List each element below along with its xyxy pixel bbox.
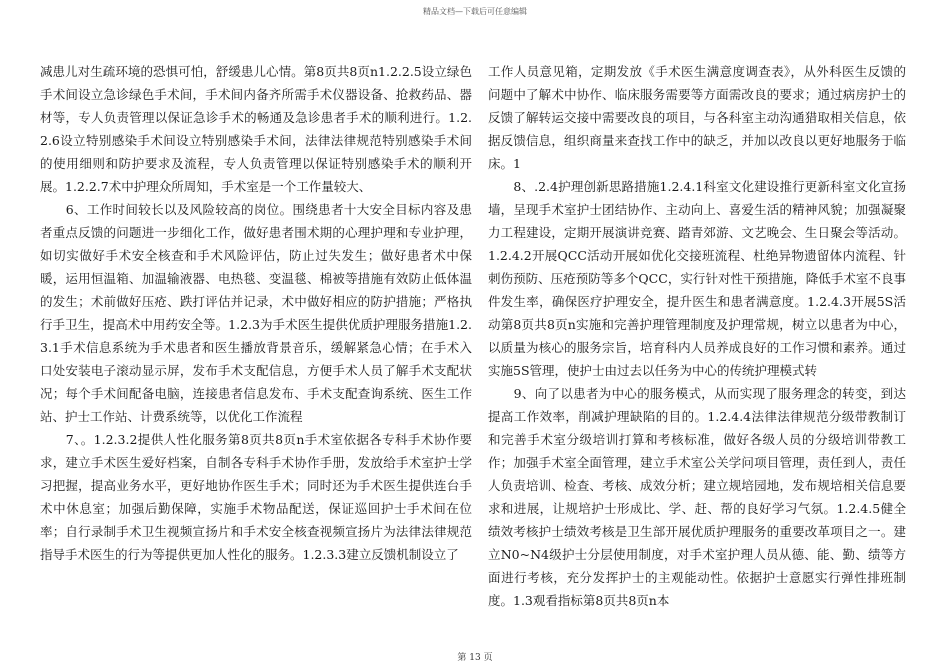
paragraph: 7、。1.2.3.2提供人性化服务第8页共8页n手术室依据各专科手术协作要求，建立手术医生爱好档案，自制各专科手术协作手册，发放给手术室护士学习把握，提高业务水平，更好地协作医生手术；同时还为手术医生提供连台手术中休息室；加强后勤保障，实施手术物品配送，保证巡回护士手术间在位率；自行录制手术卫生视频宣扬片和手术安全核查视频宣扬片为法律法律规范指导手术医生的行为等提供更加人性化的服务。1.2.3.3建立反馈机制设立了 — [40, 432, 472, 562]
left-text-column — [40, 60, 472, 566]
paragraph: 减患儿对生疏环境的恐惧可怕，舒缓患儿心情。第8页共8页n1.2.2.5设立绿色手术间设立急诊绿色手术间，手术间内备齐所需手术仪器设备、抢救药品、器材等，专人负责管理以保证急诊手术的畅通及急诊患者手术的顺利进行。1.2.2.6设立特别感染手术间设立特别感染手术间，法律法律规范特别感染手术间的使用细则和防护要求及流程，专人负责管理以保证特别感染手术的顺利开展。1.2.2.7术中护理众所周知，手术室是一个工作量较大、 — [40, 64, 472, 194]
page-header: 精品文档—下载后可任意编辑 — [423, 7, 527, 16]
page-number: 第 13 页 — [457, 653, 493, 663]
paragraph: 8、.2.4护理创新思路措施1.2.4.1科室文化建设推行更新科室文化宣扬墙，呈现手术室护士团结协作、主动向上、喜爱生活的精神风貌；加强凝聚力工程建设，定期开展演讲竞赛、踏青郊游、文艺晚会、生日聚会等活动。1.2.4.2开展QCC活动开展如优化交接班流程、杜绝异物遗留体内流程、针刺伤预防、压疮预防等多个QCC，实行针对性干预措施，降低手术室不良事件发生率，确保医疗护理安全，提升医生和患者满意度。1.2.4.3开展5S活动第8页共8页n实施和完善护理管理制度及护理常规，树立以患者为中心，以质量为核心的服务宗旨，培育科内人员养成良好的工作习惯和素养。通过实施5S管理，使护士由过去以任务为中心的传统护理模式转 — [488, 179, 906, 378]
paragraph: 9、向了以患者为中心的服务模式，从而实现了服务理念的转变，到达提高工作效率，削减护理缺陷的目的。1.2.4.4法律法律规范分级带教制订和完善手术室分级培训打算和考核标准，做好各级人员的分级培训带教工作；加强手术室全面管理，建立手术室公关学问项目管理，责任到人，责任人负责培训、检查、考核、成效分析；建立规培园地，发布规培相关信息要求和进展，让规培护士形成比、学、赶、帮的良好学习气氛。1.2.4.5健全绩效考核护士绩效考核是卫生部开展优质护理服务的重要改革项目之一。建立N0~N4级护士分层使用制度，对手术室护理人员从德、能、勤、绩等方面进行考核，充分发挥护士的主观能动性。依据护士意愿实行弹性排班制度。1.3观看指标第8页共8页n本 — [488, 386, 906, 608]
paragraph: 工作人员意见箱，定期发放《手术医生满意度调查表》，从外科医生反馈的问题中了解术中协作、临床服务需要等方面需改良的要求；通过病房护士的反馈了解转运交接中需要改良的项目，与各科室主动沟通猎取相关信息，依据反馈信息，组织商量来查找工作中的缺乏，并加以改良以更好地服务于临床。1 — [488, 64, 906, 171]
right-text-column — [488, 60, 906, 612]
paragraph: 6、工作时间较长以及风险较高的岗位。围绕患者十大安全目标内容及患者重点反馈的问题进一步细化工作，做好患者围术期的心理护理和专业护理，如切实做好手术安全核查和手术风险评估，防止过失发生；做好患者术中保暖，运用恒温箱、加温输液器、电热毯、变温毯、棉被等措施有效防止低体温的发生；术前做好压疮、跌打评估并记录，术中做好相应的防护措施；严格执行手卫生，提高术中用药安全等。1.2.3为手术医生提供优质护理服务措施1.2.3.1手术信息系统为手术患者和医生播放背景音乐，缓解紧急心情；在手术入口处安装电子滚动显示屏，发布手术支配信息，方便手术人员了解手术支配状况；每个手术间配备电脑，连接患者信息发布、手术支配查询系统、医生工作站、护士工作站、计费系统等，以优化工作流程 — [40, 202, 472, 424]
